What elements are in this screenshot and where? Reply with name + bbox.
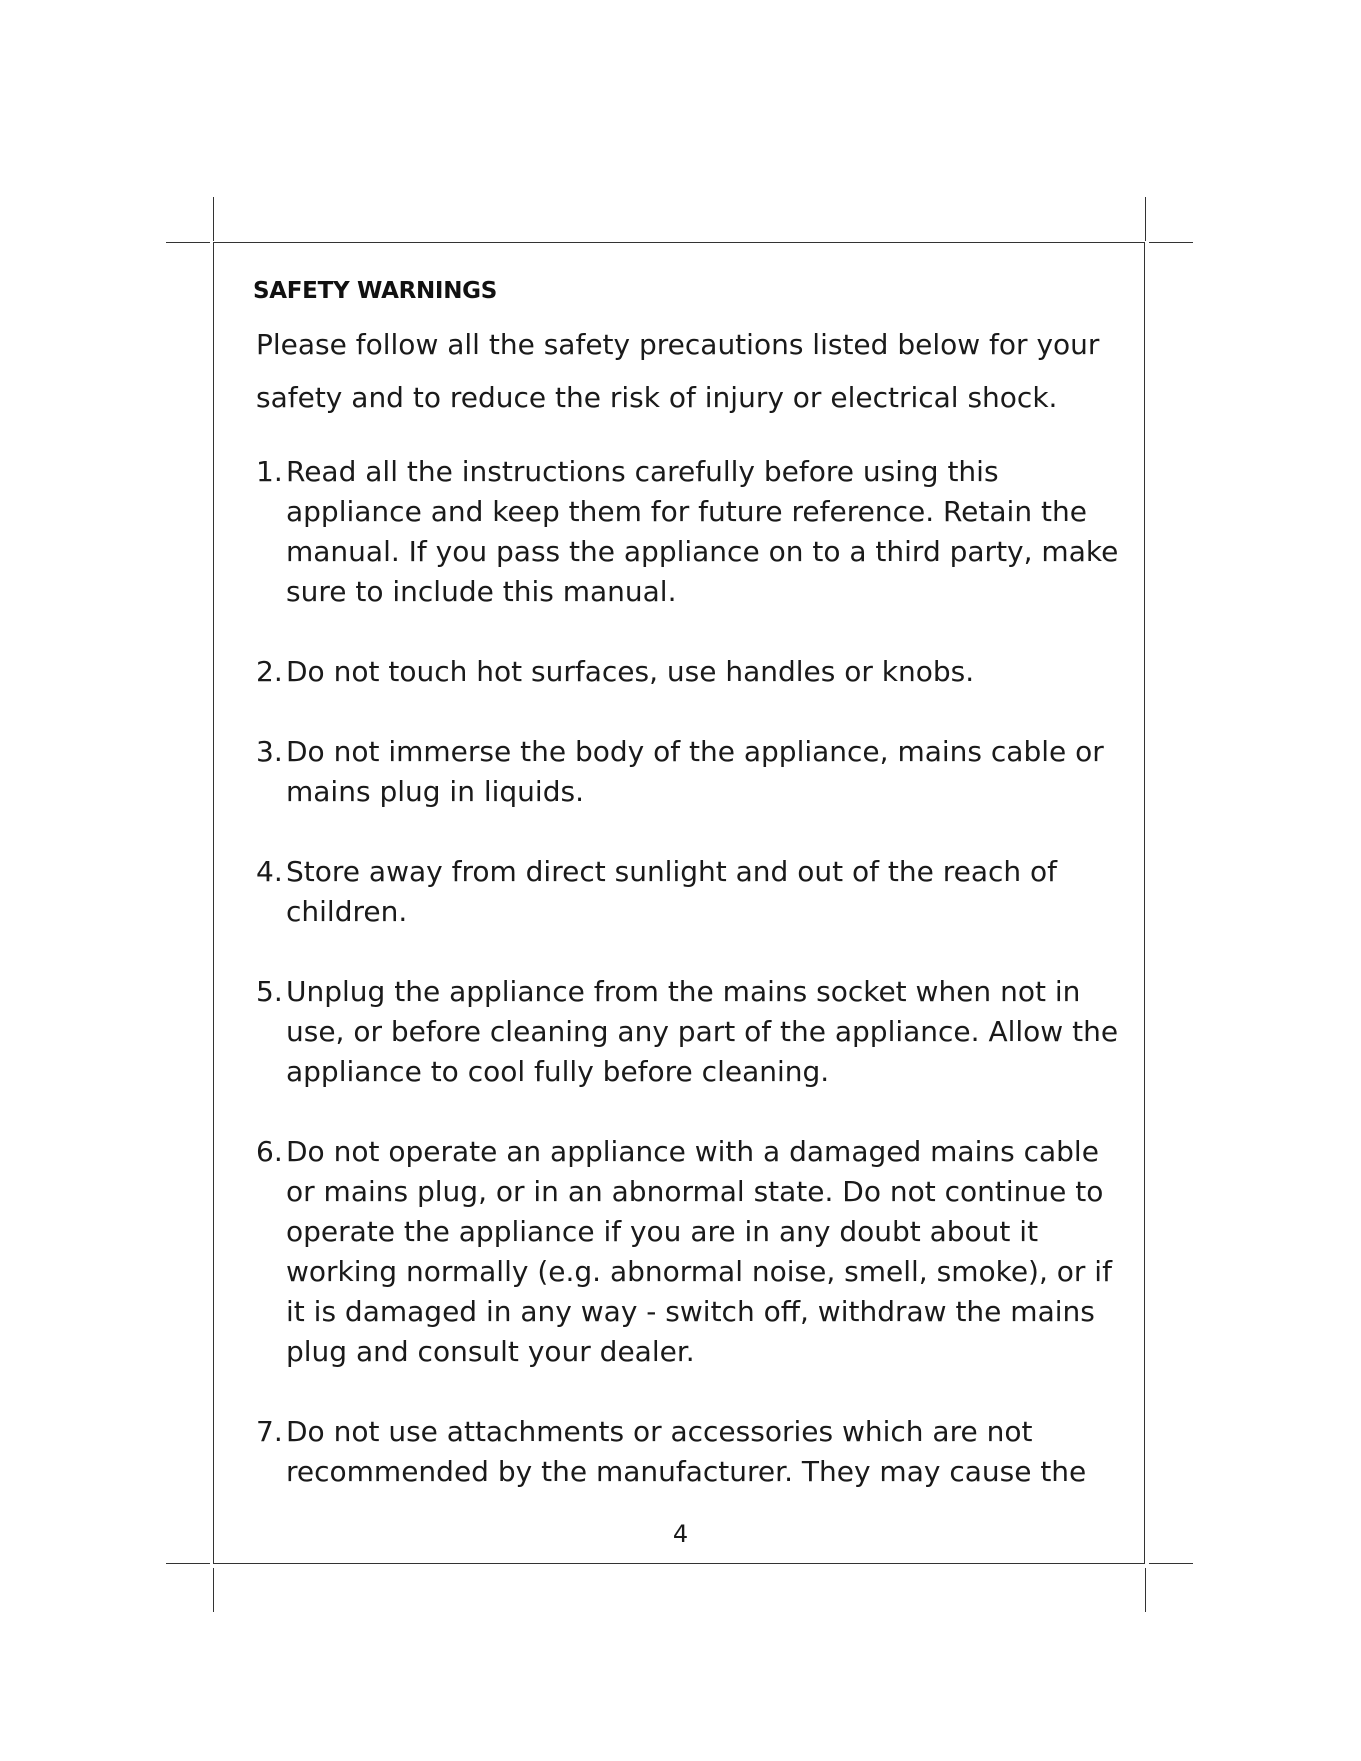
crop-mark-bottom-left-v: [213, 1568, 214, 1612]
section-heading: SAFETY WARNINGS: [253, 278, 497, 304]
list-item-text: Read all the instructions carefully before using this appliance and keep them for future reference. Retain the manual. If you pass the appliance on to a third party, make sure to include this manual.: [286, 455, 1119, 608]
safety-list: [256, 452, 1126, 1532]
list-item-number: 1.: [256, 455, 283, 488]
list-item-number: 3.: [256, 735, 283, 768]
list-item-number: 6.: [256, 1135, 283, 1168]
list-item: [256, 1412, 1126, 1492]
list-item: [256, 852, 1126, 932]
list-item: [256, 452, 1126, 612]
list-item-text: Do not use attachments or accessories which are not recommended by the manufacturer. They may cause the: [286, 1415, 1087, 1488]
list-item-text: Unplug the appliance from the mains socket when not in use, or before cleaning any part of the appliance. Allow the appliance to cool fully before cleaning.: [286, 975, 1119, 1088]
page-number: 4: [672, 1520, 689, 1548]
list-item: [256, 1132, 1126, 1372]
list-item: [256, 732, 1126, 812]
list-item-number: 7.: [256, 1415, 283, 1448]
list-item-text: Do not immerse the body of the appliance, mains cable or mains plug in liquids.: [286, 735, 1104, 808]
crop-mark-top-left-v: [213, 197, 214, 241]
crop-mark-top-right-v: [1145, 197, 1146, 241]
list-item: [256, 652, 1126, 692]
list-item-number: 5.: [256, 975, 283, 1008]
crop-mark-top-left-h: [166, 242, 210, 243]
crop-mark-bottom-left-h: [166, 1563, 210, 1564]
crop-mark-top-right-h: [1149, 242, 1193, 243]
intro-paragraph: Please follow all the safety precautions listed below for your safety and to reduce the risk of injury or electrical shock.: [256, 328, 1100, 414]
list-item-number: 4.: [256, 855, 283, 888]
list-item-text: Store away from direct sunlight and out of the reach of children.: [286, 855, 1058, 928]
list-item-text: Do not touch hot surfaces, use handles or knobs.: [286, 655, 975, 688]
list-item: [256, 972, 1126, 1092]
crop-mark-bottom-right-v: [1145, 1568, 1146, 1612]
list-item-text: Do not operate an appliance with a damaged mains cable or mains plug, or in an abnormal state. Do not continue to operate the appliance if you are in any doubt about it working normally (e.g. abnormal noise, smell, smoke), or if it is damaged in any way - switch off, withdraw the mains plug and consult your dealer.: [286, 1135, 1112, 1368]
crop-mark-bottom-right-h: [1149, 1563, 1193, 1564]
list-item-number: 2.: [256, 655, 283, 688]
